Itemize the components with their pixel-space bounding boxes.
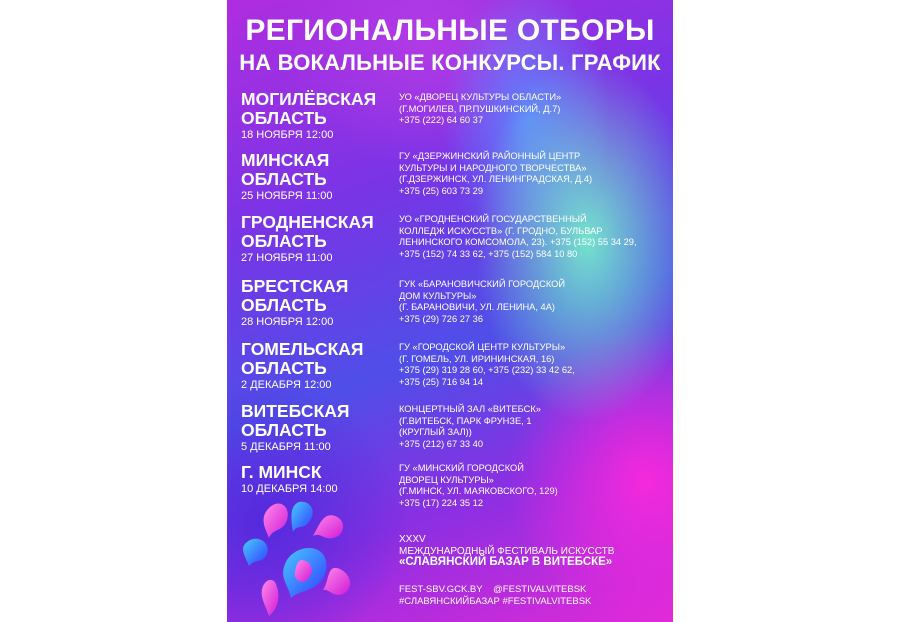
venue-line: +375 (25) 603 73 29 bbox=[399, 185, 483, 196]
region-line-1: ГОМЕЛЬСКАЯ bbox=[241, 339, 364, 359]
region-name bbox=[241, 463, 391, 496]
region-line-1: МИНСКАЯ bbox=[241, 150, 330, 170]
social-handle[interactable]: @FESTIVALVITEBSK bbox=[493, 584, 587, 595]
venue-line: (КРУГЛЫЙ ЗАЛ)) bbox=[399, 427, 472, 438]
region-line-2: ОБЛАСТЬ bbox=[241, 169, 327, 189]
venue-line: ГУ «МИНСКИЙ ГОРОДСКОЙ bbox=[399, 463, 524, 473]
region-line-1: БРЕСТСКАЯ bbox=[241, 276, 349, 296]
region-line-1: МОГИЛЁВСКАЯ bbox=[241, 89, 377, 109]
venue-line: (Г. ГОМЕЛЬ, УЛ. ИРИНИНСКАЯ, 16) bbox=[399, 353, 555, 364]
festival-info bbox=[399, 534, 614, 569]
event-date: 5 ДЕКАБРЯ 11:00 bbox=[241, 441, 331, 453]
venue-line: (Г. БАРАНОВИЧИ, УЛ. ЛЕНИНА, 4А) bbox=[399, 302, 556, 313]
venue-line: (Г.ВИТЕБСК, ПАРК ФРУНЗЕ, 1 bbox=[399, 415, 532, 426]
poster-title bbox=[227, 16, 673, 74]
region-line-1: Г. МИНСК bbox=[241, 462, 322, 482]
event-date: 25 НОЯБРЯ 11:00 bbox=[241, 190, 333, 202]
venue-line: УО «ДВОРЕЦ КУЛЬТУРЫ ОБЛАСТИ» bbox=[399, 92, 562, 102]
region-line-2: ОБЛАСТЬ bbox=[241, 358, 327, 378]
region-name bbox=[241, 402, 391, 454]
venue-line: КОНЦЕРТНЫЙ ЗАЛ «ВИТЕБСК» bbox=[399, 404, 541, 414]
region-line-1: ГРОДНЕНСКАЯ bbox=[241, 212, 374, 232]
region-name bbox=[241, 90, 391, 142]
venue-line: КОЛЛЕДЖ ИСКУССТВ» (Г. ГРОДНО, БУЛЬВАР bbox=[399, 225, 603, 236]
event-date: 10 ДЕКАБРЯ 14:00 bbox=[241, 483, 338, 495]
venue-line: ГУ «ДЗЕРЖИНСКИЙ РАЙОННЫЙ ЦЕНТР bbox=[399, 151, 581, 161]
region-line-1: ВИТЕБСКАЯ bbox=[241, 401, 350, 421]
venue-line: ДВОРЕЦ КУЛЬТУРЫ» bbox=[399, 474, 494, 485]
venue-line: (Г.ДЗЕРЖИНСК, УЛ. ЛЕНИНГРАДСКАЯ, Д.4) bbox=[399, 174, 593, 185]
region-name bbox=[241, 213, 391, 265]
poster bbox=[227, 0, 673, 622]
venue-line: ДОМ КУЛЬТУРЫ» bbox=[399, 290, 477, 301]
venue-info bbox=[399, 279, 661, 325]
region-name bbox=[241, 340, 391, 392]
venue-info bbox=[399, 342, 661, 388]
festival-name-line-1: МЕЖДУНАРОДНЫЙ ФЕСТИВАЛЬ ИСКУССТВ bbox=[399, 545, 615, 557]
title-line-1: РЕГИОНАЛЬНЫЕ ОТБОРЫ bbox=[245, 14, 655, 47]
venue-info bbox=[399, 151, 661, 197]
hashtags: #СЛАВЯНСКИЙБАЗАР #FESTIVALVITEBSK bbox=[399, 596, 592, 607]
region-line-2: ОБЛАСТЬ bbox=[241, 420, 327, 440]
event-date: 27 НОЯБРЯ 11:00 bbox=[241, 252, 333, 264]
venue-line: +375 (152) 74 33 62, +375 (152) 584 10 80 bbox=[399, 248, 578, 259]
venue-line: ГУ «ГОРОДСКОЙ ЦЕНТР КУЛЬТУРЫ» bbox=[399, 342, 566, 352]
venue-line: +375 (17) 224 35 12 bbox=[399, 497, 483, 508]
region-line-2: ОБЛАСТЬ bbox=[241, 231, 327, 251]
venue-line: (Г.МОГИЛЕВ, ПР.ПУШКИНСКИЙ, Д.7) bbox=[399, 103, 561, 114]
venue-line: +375 (25) 716 94 14 bbox=[399, 376, 483, 387]
festival-name-line-2: «СЛАВЯНСКИЙ БАЗАР В ВИТЕБСКЕ» bbox=[399, 556, 613, 568]
region-name bbox=[241, 277, 391, 329]
event-date: 18 НОЯБРЯ 12:00 bbox=[241, 129, 334, 141]
venue-info bbox=[399, 92, 661, 127]
title-line-2: НА ВОКАЛЬНЫЕ КОНКУРСЫ. ГРАФИК bbox=[239, 50, 661, 75]
region-line-2: ОБЛАСТЬ bbox=[241, 295, 327, 315]
venue-line: (Г.МИНСК, УЛ. МАЯКОВСКОГО, 129) bbox=[399, 486, 558, 497]
website-link[interactable]: FEST-SBV.GCK.BY bbox=[399, 584, 483, 595]
footer-line-1 bbox=[399, 584, 591, 596]
event-date: 28 НОЯБРЯ 12:00 bbox=[241, 316, 334, 328]
venue-line: ГУК «БАРАНОВИЧСКИЙ ГОРОДСКОЙ bbox=[399, 279, 566, 289]
festival-number: XXXV bbox=[399, 534, 426, 545]
venue-line: +375 (212) 67 33 40 bbox=[399, 438, 483, 449]
footer-links bbox=[399, 584, 591, 608]
venue-info bbox=[399, 463, 661, 509]
event-date: 2 ДЕКАБРЯ 12:00 bbox=[241, 379, 332, 391]
venue-info bbox=[399, 214, 661, 260]
region-name bbox=[241, 151, 391, 203]
venue-line: УО «ГРОДНЕНСКИЙ ГОСУДАРСТВЕННЫЙ bbox=[399, 214, 587, 224]
venue-line: +375 (29) 319 28 60, +375 (232) 33 42 62, bbox=[399, 365, 575, 376]
region-line-2: ОБЛАСТЬ bbox=[241, 108, 327, 128]
venue-line: +375 (29) 726 27 36 bbox=[399, 313, 483, 324]
venue-line: +375 (222) 64 60 37 bbox=[399, 115, 483, 126]
venue-info bbox=[399, 404, 661, 450]
venue-line: ЛЕНИНСКОГО КОМСОМОЛА, 23). +375 (152) 55 34 29, bbox=[399, 237, 637, 248]
venue-line: КУЛЬТУРЫ И НАРОДНОГО ТВОРЧЕСТВА» bbox=[399, 162, 587, 173]
festival-emblem-icon bbox=[239, 498, 359, 620]
